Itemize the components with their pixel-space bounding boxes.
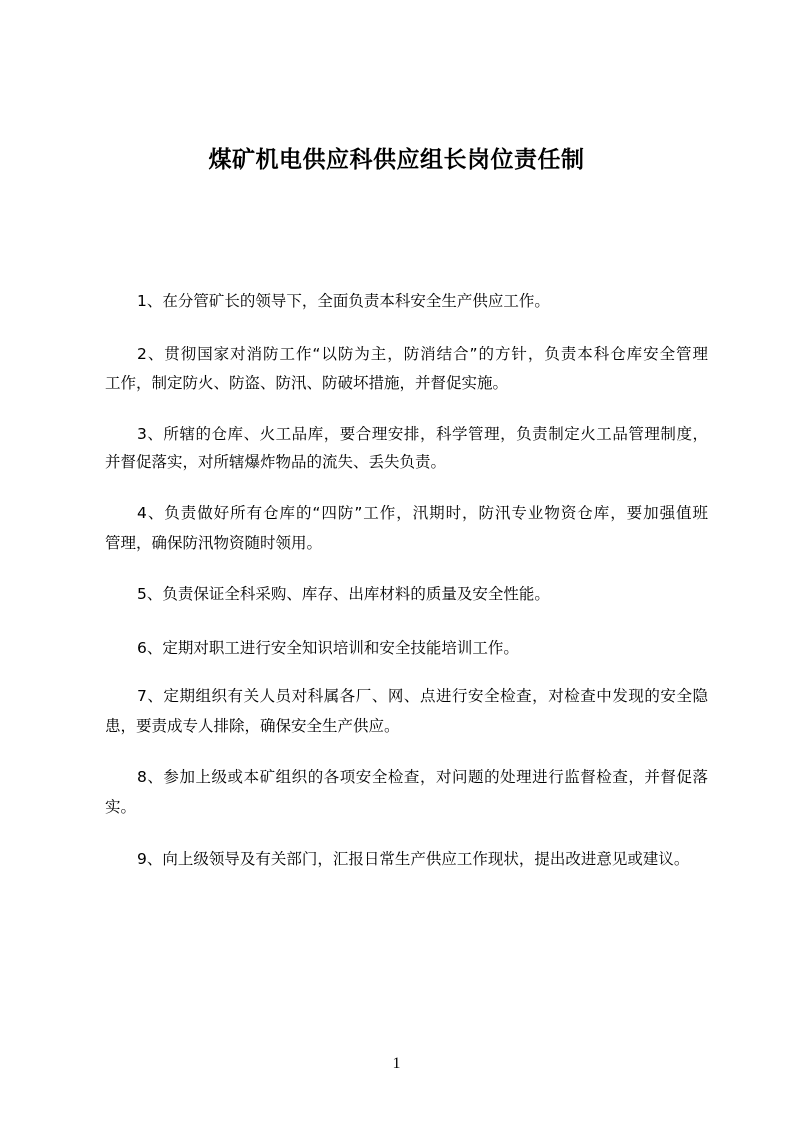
- paragraph-2-line-2: 工作，制定防火、防盗、防汛、防破坏措施，并督促实施。: [105, 374, 509, 392]
- paragraph-9: 9、向上级领导及有关部门，汇报日常生产供应工作现状，提出改进意见或建议。: [137, 850, 690, 868]
- paragraph-4-line-1: 4、负责做好所有仓库的“四防”工作，汛期时，防汛专业物资仓库，要加强值班: [137, 504, 708, 522]
- paragraph-7-line-2: 患，要责成专人排除，确保安全生产供应。: [105, 717, 400, 735]
- paragraph-8-line-1: 8、参加上级或本矿组织的各项安全检查，对问题的处理进行监督检查，并督促落: [137, 768, 708, 786]
- page-number: 1: [392, 1055, 401, 1072]
- paragraph-5: 5、负责保证全科采购、库存、出库材料的质量及安全性能。: [137, 585, 550, 603]
- paragraph-7-line-1: 7、定期组织有关人员对科属各厂、网、点进行安全检查，对检查中发现的安全隐: [137, 687, 708, 705]
- paragraph-4-line-2: 管理，确保防汛物资随时领用。: [105, 534, 323, 552]
- paragraph-6: 6、定期对职工进行安全知识培训和安全技能培训工作。: [137, 639, 519, 657]
- paragraph-1: 1、在分管矿长的领导下，全面负责本科安全生产供应工作。: [137, 292, 550, 310]
- paragraph-3-line-1: 3、所辖的仓库、火工品库，要合理安排，科学管理，负责制定火工品管理制度，: [137, 425, 708, 443]
- document-title: 煤矿机电供应科供应组长岗位责任制: [208, 147, 585, 173]
- paragraph-8-line-2: 实。: [105, 798, 137, 816]
- paragraph-2-line-1: 2、贯彻国家对消防工作“以防为主，防消结合”的方针，负责本科仓库安全管理: [137, 345, 708, 363]
- paragraph-3-line-2: 并督促落实，对所辖爆炸物品的流失、丢失负责。: [105, 453, 447, 471]
